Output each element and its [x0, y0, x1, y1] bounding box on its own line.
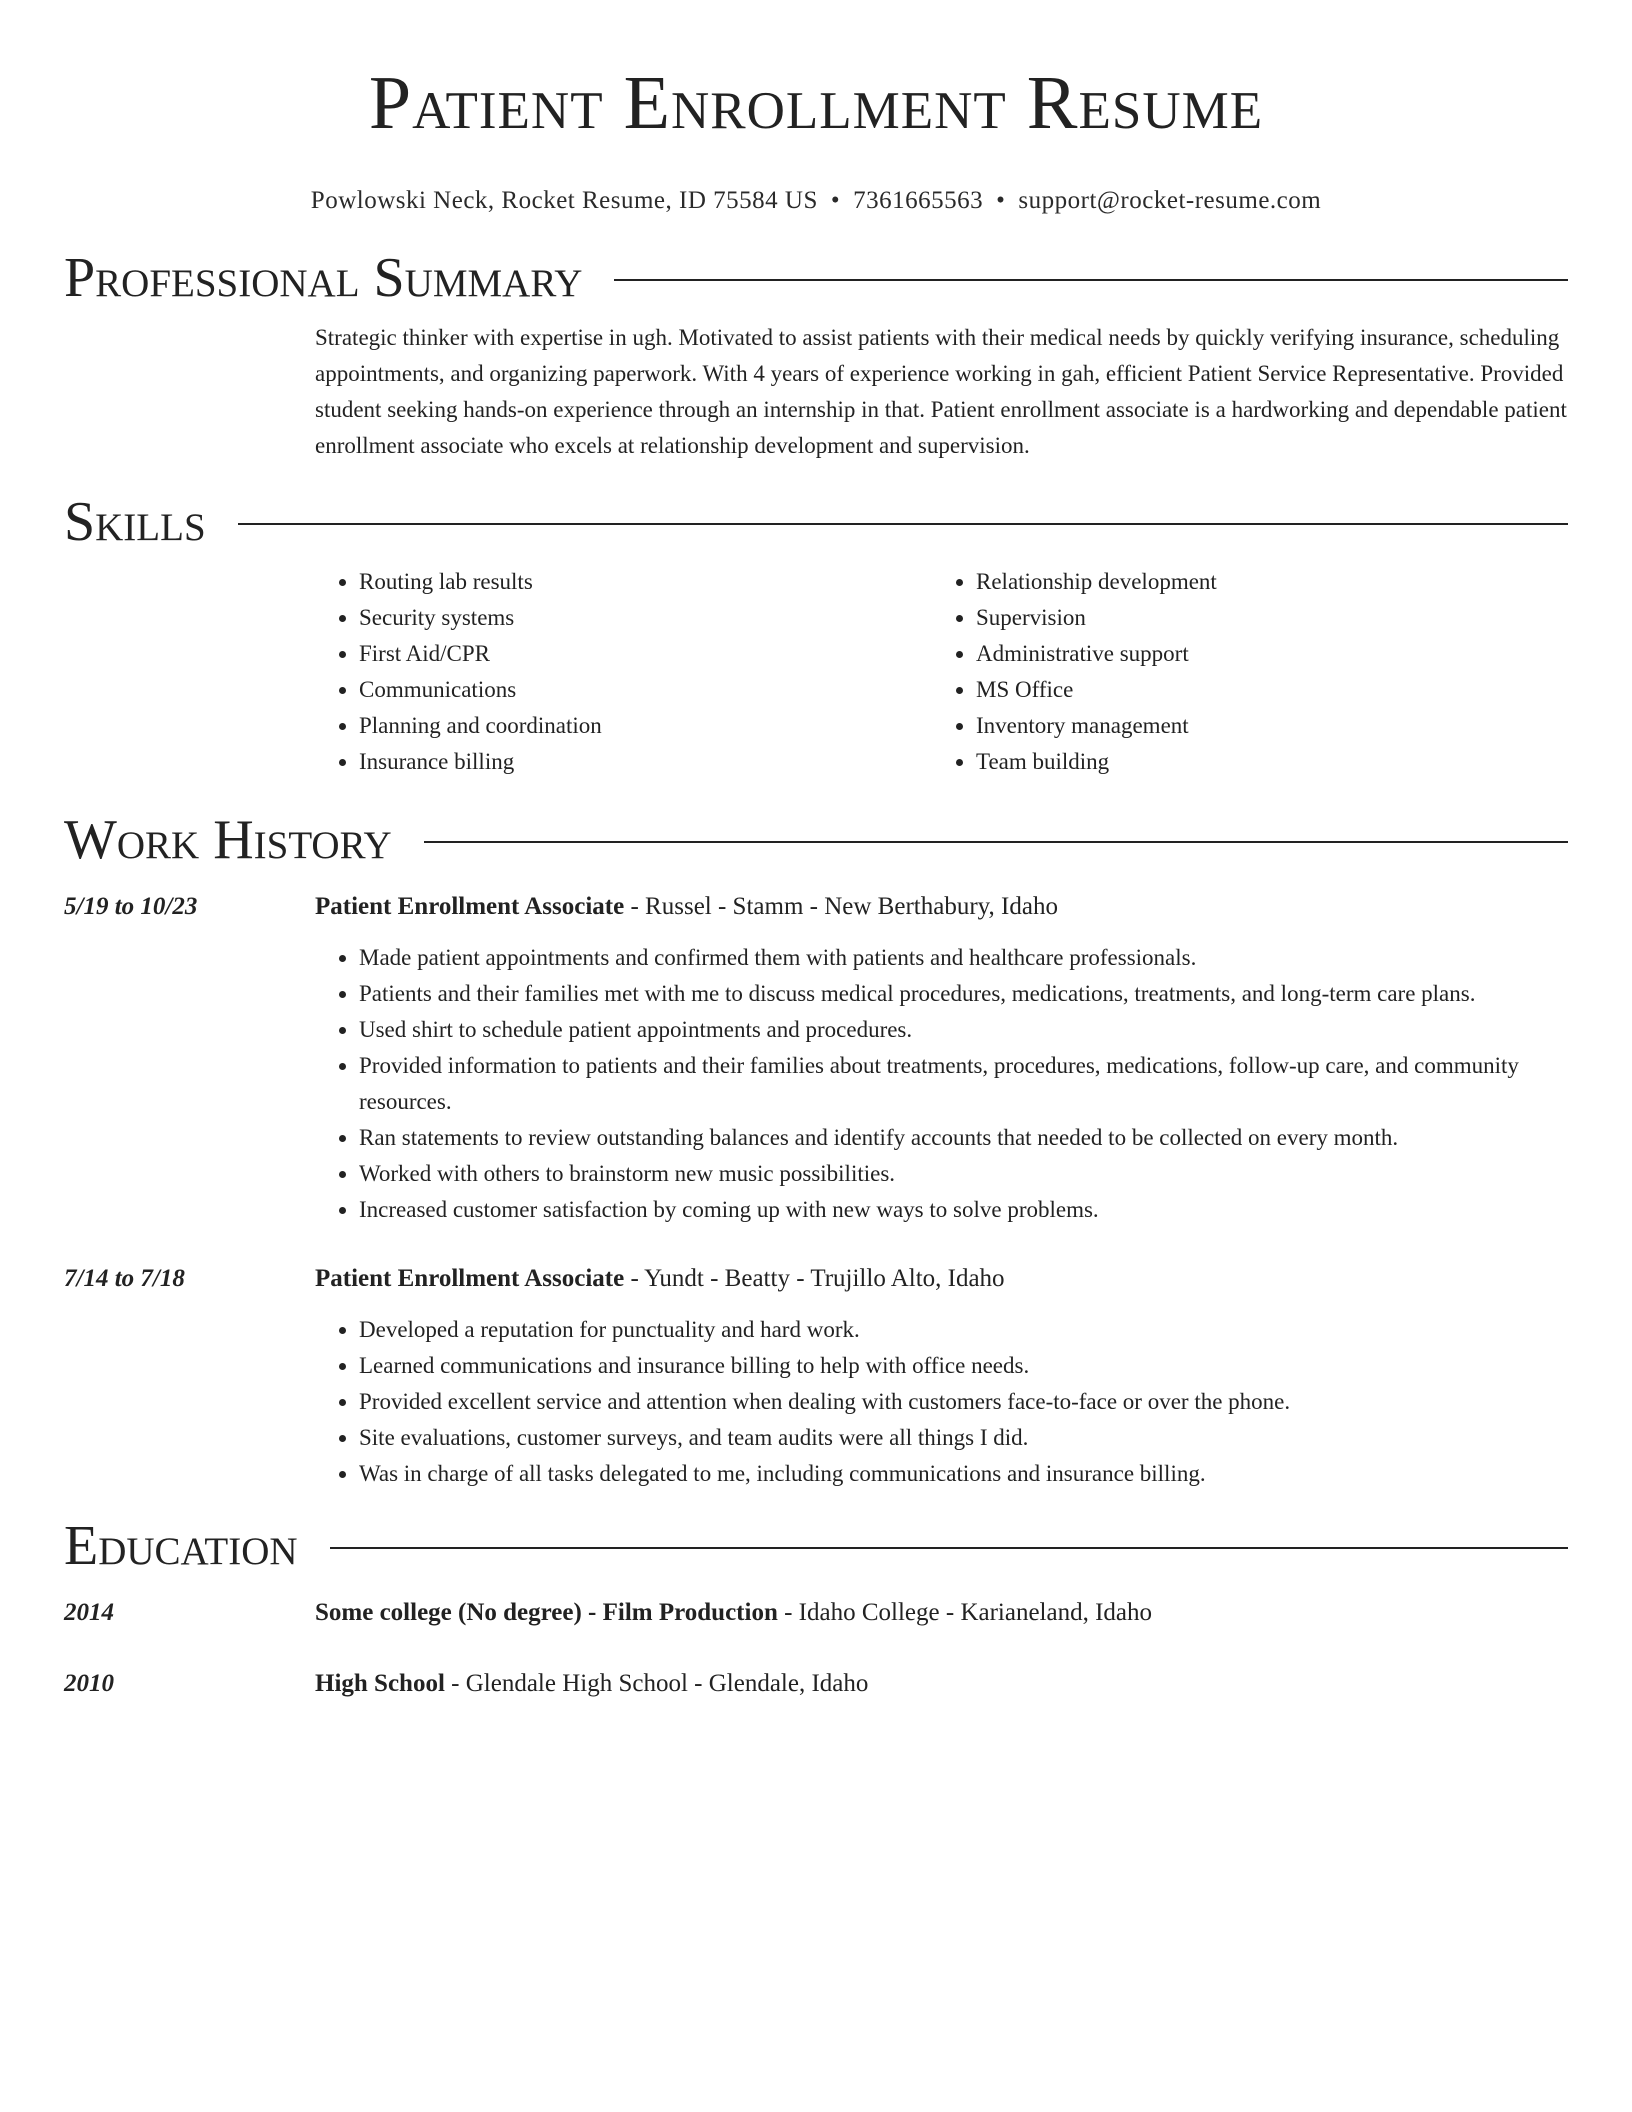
- summary-section: [315, 320, 1568, 464]
- contact-address: Powlowski Neck, Rocket Resume, ID 75584 US: [310, 187, 818, 214]
- contact-phone: 7361665563: [853, 187, 984, 214]
- education-section-header: [64, 1514, 1568, 1578]
- skills-column-left: [315, 564, 932, 780]
- work-dates: 7/14 to 7/18: [64, 1265, 185, 1292]
- job-duty: • Worked with others to brainstorm new music possibilities.: [359, 1156, 1568, 1192]
- education-year: 2014: [64, 1599, 114, 1626]
- job-duty: • Site evaluations, customer surveys, and team audits were all things I did.: [359, 1420, 1568, 1456]
- job-duty: • Used shirt to schedule patient appointments and procedures.: [359, 1012, 1568, 1048]
- skill-item: • Communications: [359, 672, 932, 708]
- work-section-header: [64, 808, 1568, 872]
- contact-line: [64, 186, 1568, 216]
- work-dates: 5/19 to 10/23: [64, 893, 198, 920]
- section-divider: [330, 1547, 1568, 1549]
- skill-item: • Relationship development: [976, 564, 1549, 600]
- work-entry-body: [315, 890, 1568, 1228]
- education-degree: Some college (No degree) - Film Production: [315, 1599, 778, 1626]
- skill-item: • Insurance billing: [359, 744, 932, 780]
- job-duty: • Learned communications and insurance billing to help with office needs.: [359, 1348, 1568, 1384]
- skill-item: • Administrative support: [976, 636, 1549, 672]
- education-degree: High School: [315, 1670, 445, 1697]
- job-duty: • Provided excellent service and attention when dealing with customers face-to-face or over the phone.: [359, 1384, 1568, 1420]
- skills-section-header: [64, 490, 1568, 554]
- skills-list: [315, 564, 1568, 780]
- job-duties: [315, 940, 1568, 1228]
- work-heading: Work History: [64, 809, 392, 871]
- education-details: - Idaho College - Karianeland, Idaho: [777, 1599, 1153, 1626]
- summary-text: Strategic thinker with expertise in ugh. Motivated to assist patients with their medical needs by quickly verifying insurance, scheduling appointments, and organizing paperwork. With 4 years of experience working in gah, efficient Patient Service Representative. Provided student seeking hands-on experience through an internship in that. Patient enrollment associate is a hardworking and dependable patient enrollment associate who excels at relationship development and supervision.: [315, 325, 1567, 458]
- education-entry-body: [315, 1596, 1568, 1630]
- skill-item: • Security systems: [359, 600, 932, 636]
- work-title-line: [315, 890, 1568, 924]
- education-heading: Education: [64, 1515, 298, 1577]
- work-entry: [64, 890, 1568, 1228]
- skill-item: • Planning and coordination: [359, 708, 932, 744]
- work-title-line: [315, 1262, 1568, 1296]
- contact-separator: •: [996, 187, 1006, 214]
- job-duty: • Ran statements to review outstanding balances and identify accounts that needed to be collected on every month.: [359, 1120, 1568, 1156]
- employer-details: - Russel - Stamm - New Berthabury, Idaho: [624, 893, 1058, 920]
- job-title: Patient Enrollment Associate: [315, 1265, 625, 1292]
- section-divider: [238, 523, 1568, 525]
- summary-section-header: [64, 246, 1568, 310]
- job-duty: • Developed a reputation for punctuality and hard work.: [359, 1312, 1568, 1348]
- skills-heading: Skills: [64, 491, 206, 553]
- skill-item: • First Aid/CPR: [359, 636, 932, 672]
- work-entry-body: [315, 1262, 1568, 1492]
- skills-column-right: [932, 564, 1549, 780]
- skill-item: • Supervision: [976, 600, 1549, 636]
- skill-item: • Inventory management: [976, 708, 1549, 744]
- job-duties: [315, 1312, 1568, 1492]
- contact-separator: •: [830, 187, 841, 214]
- job-duty: • Increased customer satisfaction by coming up with new ways to solve problems.: [359, 1192, 1568, 1228]
- job-duty: • Was in charge of all tasks delegated to me, including communications and insurance billing.: [359, 1456, 1568, 1492]
- job-duty: • Patients and their families met with me to discuss medical procedures, medications, treatments, and long-term care plans.: [359, 976, 1568, 1012]
- employer-details: - Yundt - Beatty - Trujillo Alto, Idaho: [624, 1265, 1005, 1292]
- contact-email: support@rocket-resume.com: [1018, 187, 1322, 214]
- education-title-line: [315, 1596, 1568, 1630]
- job-duty: • Made patient appointments and confirmed them with patients and healthcare professionals.: [359, 940, 1568, 976]
- skill-item: • MS Office: [976, 672, 1549, 708]
- job-title: Patient Enrollment Associate: [315, 893, 625, 920]
- summary-heading: Professional Summary: [64, 247, 583, 309]
- education-title-line: [315, 1667, 1568, 1701]
- job-duty: • Provided information to patients and their families about treatments, procedures, medications, follow-up care, and community resources.: [359, 1048, 1568, 1120]
- section-divider: [614, 279, 1568, 281]
- skill-item: • Routing lab results: [359, 564, 932, 600]
- education-year: 2010: [64, 1670, 114, 1697]
- resume-title: Patient Enrollment Resume: [368, 61, 1264, 145]
- education-entry: [64, 1596, 1568, 1630]
- education-details: - Glendale High School - Glendale, Idaho: [444, 1670, 869, 1697]
- section-divider: [424, 841, 1568, 843]
- education-entry: [64, 1667, 1568, 1701]
- skill-item: • Team building: [976, 744, 1549, 780]
- work-entry: [64, 1262, 1568, 1492]
- education-entry-body: [315, 1667, 1568, 1701]
